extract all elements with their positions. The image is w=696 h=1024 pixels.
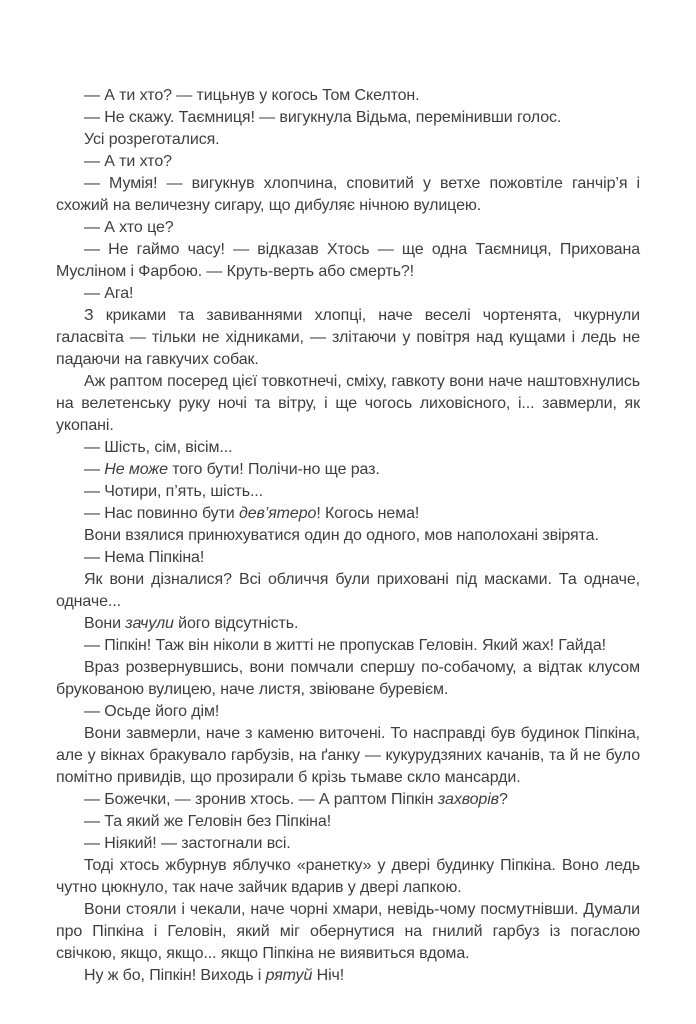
paragraph (56, 481, 640, 503)
text-run: — Нема Піпкіна! (84, 549, 205, 566)
italic-text-run: рятуй (265, 967, 313, 984)
paragraph (56, 437, 640, 459)
text-run: З криками та завиваннями хлопці, наче веселі чортенята, чкурнули галасвіта — тільки не хідниками, — злітаючи у повітря над кущами і ледь не падаючи на гавкучих собак. (56, 307, 640, 368)
text-run: Аж раптом посеред цієї товкотнечі, сміху, гавкоту вони наче наштовхнулись на велетенську руку ночі та вітру, і ще чогось лиховісного, і... завмерли, як укопані. (56, 373, 640, 434)
text-run: — Осьде його дім! (84, 703, 220, 720)
paragraph (56, 239, 640, 283)
italic-text-run: зачули (125, 615, 174, 632)
text-run: — Нас повинно бути (84, 505, 239, 522)
text-run: — Піпкін! Таж він ніколи в житті не пропускав Геловін. Який жах! Гайда! (84, 637, 606, 654)
text-run: — А ти хто? — тицьнув у когось Том Скелтон. (84, 87, 420, 104)
italic-text-run: Не може (104, 461, 168, 478)
text-run: — А хто це? (84, 219, 174, 236)
paragraph (56, 173, 640, 217)
paragraph (56, 305, 640, 371)
text-run: — Ага! (84, 285, 134, 302)
paragraph (56, 657, 640, 701)
text-run: Тоді хтось жбурнув яблучко «ранетку» у двері будинку Піпкіна. Воно ледь чутно цюкнуло, так наче зайчик вдарив у двері лапкою. (56, 857, 640, 896)
text-run: Як вони дізналися? Всі обличчя були приховані під масками. Та одначе, одначе... (56, 571, 640, 610)
paragraph (56, 701, 640, 723)
text-run: Вони взялися принюхуватися один до одного, мов наполохані звірята. (84, 527, 599, 544)
text-run: — Божечки, — зронив хтось. — А раптом Піпкін (84, 791, 438, 808)
text-run: — Та який же Геловін без Піпкіна! (84, 813, 332, 830)
italic-text-run: дев’ятеро (238, 505, 317, 522)
text-run: Ну ж бо, Піпкін! Виходь і (84, 967, 266, 984)
text-run: Вони завмерли, наче з каменю виточені. То насправді був будинок Піпкіна, але у вікнах бракувало гарбузів, на ґанку — кукурудзяних качанів, та й не було помітно привидів, що прозирали б крізь тьмаве скло мансарди. (56, 725, 640, 786)
text-run: — Шість, сім, вісім... (84, 439, 233, 456)
paragraph (56, 283, 640, 305)
text-run: — Не гаймо часу! — відказав Хтось — ще одна Таємниця, Прихована Мусліном і Фарбою. — Круть-верть або смерть?! (56, 241, 640, 280)
paragraph (56, 811, 640, 833)
paragraph (56, 547, 640, 569)
paragraph (56, 789, 640, 811)
paragraph (56, 107, 640, 129)
paragraph (56, 217, 640, 239)
text-run: того бути! Полічи-но ще раз. (167, 461, 380, 478)
paragraph (56, 569, 640, 613)
paragraph (56, 965, 640, 987)
paragraph (56, 899, 640, 965)
text-run: — (84, 461, 105, 478)
paragraph (56, 635, 640, 657)
text-run: Ніч! (312, 967, 345, 984)
text-run: — А ти хто? (84, 153, 172, 170)
paragraph (56, 85, 640, 107)
paragraph (56, 855, 640, 899)
italic-text-run: захворів (437, 791, 499, 808)
text-run: — Мумія! — вигукнув хлопчина, сповитий у ветхе пожовтіле ганчір’я і схожий на величезну сигару, що дибуляє нічною вулицею. (56, 175, 640, 214)
paragraph (56, 129, 640, 151)
page-text (56, 85, 640, 987)
text-run: Вони (84, 615, 126, 632)
paragraph (56, 613, 640, 635)
paragraph (56, 503, 640, 525)
text-run: Усі розреготалися. (84, 131, 220, 148)
text-run: ! Когось нема! (316, 505, 420, 522)
text-run: — Не скажу. Таємниця! — вигукнула Відьма, перемінивши голос. (84, 109, 562, 126)
paragraph (56, 833, 640, 855)
text-run: ? (498, 791, 508, 808)
paragraph (56, 459, 640, 481)
paragraph (56, 525, 640, 547)
text-run: Вони стояли і чекали, наче чорні хмари, невідь-чому посмутнівши. Думали про Піпкіна і Геловін, який міг обернутися на гнилий гарбуз із погаслою свічкою, якщо, якщо... якщо Піпкіна не виявиться вдома. (56, 901, 640, 962)
paragraph (56, 151, 640, 173)
paragraph (56, 723, 640, 789)
text-run: Враз розвернувшись, вони помчали спершу по-собачому, а відтак клусом брукованою вулицею, наче листя, звіюване буревієм. (56, 659, 640, 698)
text-run: — Ніякий! — застогнали всі. (84, 835, 291, 852)
text-run: його відсутність. (173, 615, 299, 632)
text-run: — Чотири, п’ять, шість... (84, 483, 263, 500)
paragraph (56, 371, 640, 437)
